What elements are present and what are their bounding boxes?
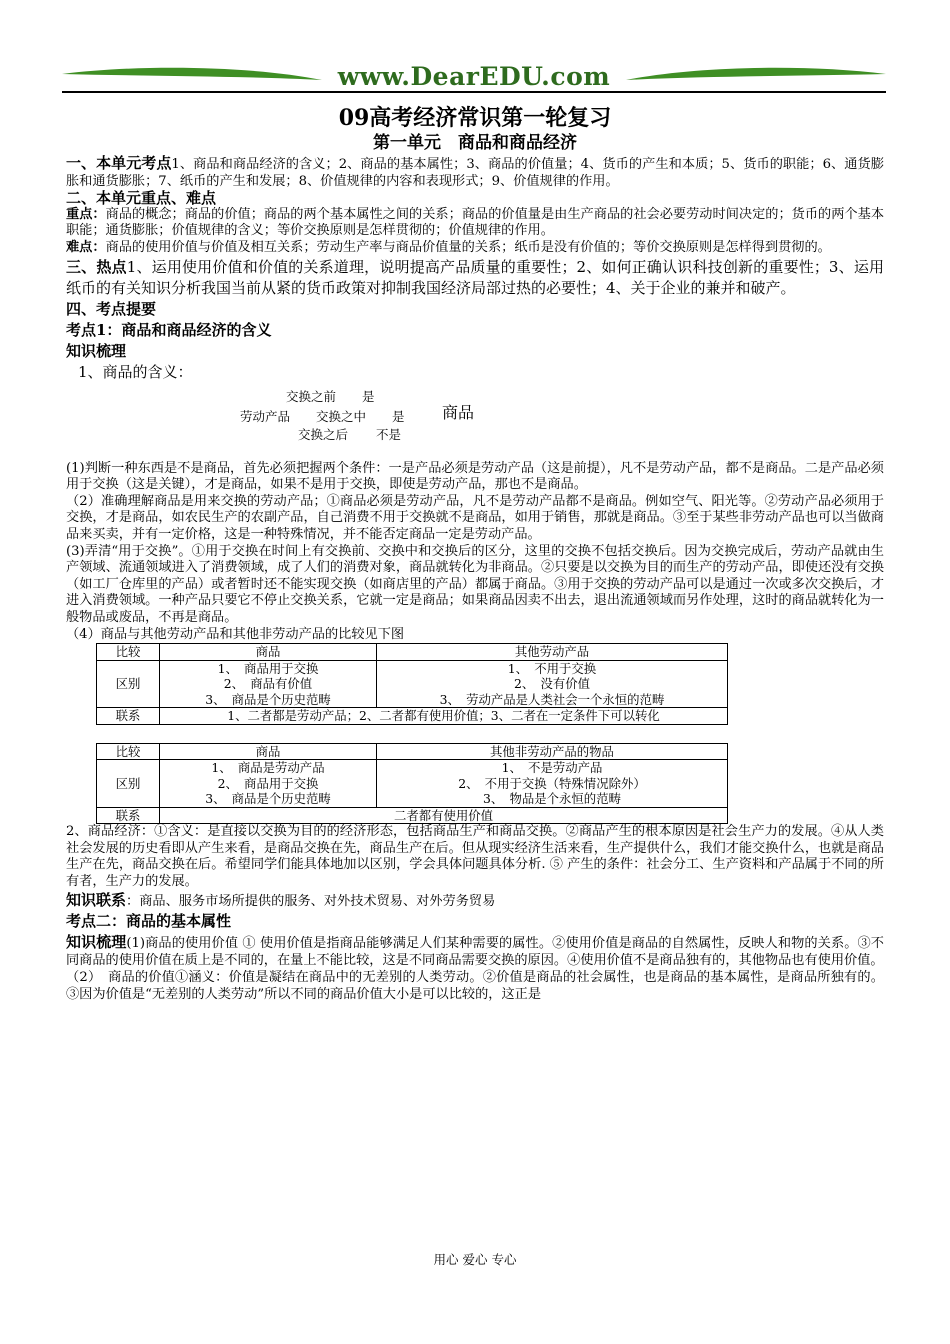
commodity-diagram xyxy=(66,383,884,441)
paragraph: （2）准确理解商品是用来交换的劳动产品；①商品必须是劳动产品，凡不是劳动产品都不是商品。例如空气、阳光等。②劳动产品必须用于交换，才是商品，如农民生产的农副产品，自己消费不用于交换就不是商品，如用于销售，那就是商品。③至于某些非劳动产品也可以当做商品来买卖，并有一定价格，这是一种特殊情况，并不能否定商品一定是劳动产品。 xyxy=(66,493,884,542)
doc-subtitle: 第一单元 商品和商品经济 xyxy=(373,133,577,153)
site-banner xyxy=(62,60,886,98)
knowledge-paragraph xyxy=(66,932,884,970)
page-footer: 用心 爱心 专心 xyxy=(433,1252,517,1267)
table-line: 2、 不用于交换（特殊情况除外） xyxy=(458,775,646,791)
diagram-result: 商品 xyxy=(442,402,475,422)
section-text: 1、商品和商品经济的含义；2、商品的基本属性；3、商品的价值量；4、货币的产生和本质；5、货币的职能；6、通货膨胀和通货膨胀；7、纸币的产生和发展；8、价值规律的内容和表现形式；9、价值规律的作用。 xyxy=(66,157,884,189)
table-line: 1、 商品是劳动产品 xyxy=(211,760,325,776)
section-hot-topics xyxy=(66,257,884,299)
doc-title: 09高考经济常识第一轮复习 xyxy=(338,105,612,131)
table-cell xyxy=(377,660,728,708)
diagram-before: 交换之前 xyxy=(286,388,337,404)
table-cell: 二者都有使用价值 xyxy=(160,807,728,824)
site-logo-text: www.DearEDU.com xyxy=(337,62,611,91)
paragraph: (3)弄清“用于交换”。①用于交换在时间上有交换前、交换中和交换后的区分，这里的交换不包括交换后。因为交换完成后，劳动产品就由生产领域、流通领域进入了消费领域，成了人们的消费对象，商品就转化为非商品。②只要是以交换为目的而生产的劳动产品，即使还没有交换（如工厂仓库里的产品）或者暂时还不能实现交换（如商店里的产品）都属于商品。③用于交换的劳动产品可以是通过一次或多次交换后，才进入消费领域。一种产品只要它不停止交换关系，它就一定是商品；如果商品因卖不出去，退出流通领域而另作处理，这时的商品就转化为一般物品或废品，不再是商品。 xyxy=(66,543,884,625)
table-line: 3、 商品是个历史范畴 xyxy=(205,691,331,707)
knowledge-link xyxy=(66,890,884,911)
table-line: 2、 没有价值 xyxy=(513,676,591,692)
diagram-before-value: 是 xyxy=(362,388,375,404)
section-heading: 二、本单元重点、难点 xyxy=(66,189,217,208)
item-heading: 1、商品的含义： xyxy=(78,362,193,381)
table-row-label: 区别 xyxy=(97,660,160,708)
table-cell xyxy=(160,760,377,808)
table-line: 3、 物品是个永恒的范畴 xyxy=(483,791,621,807)
table-header: 商品 xyxy=(160,644,377,661)
table-header: 其他非劳动产品的物品 xyxy=(377,743,728,760)
table-cell xyxy=(377,760,728,808)
banner-divider xyxy=(62,91,886,93)
table-line: 1、 不用于交换 xyxy=(507,660,597,676)
paragraph: (1)判断一种东西是不是商品，首先必须把握两个条件：一是产品必须是劳动产品（这是前提），凡不是劳动产品，都不是商品。二是产品必须用于交换（这是关键），才是商品，如果不是用于交换，即使是劳动产品，那也不是商品。 xyxy=(66,460,884,493)
knowledge-link-label: 知识联系 xyxy=(66,891,127,910)
exam-point-heading: 考点1：商品和商品经济的含义 xyxy=(66,320,272,339)
exam-point-heading: 考点二：商品的基本属性 xyxy=(66,912,232,931)
table-line: 2、 商品有价值 xyxy=(223,676,313,692)
diagram-product: 劳动产品 xyxy=(240,408,291,424)
paragraph: 2、商品经济：①含义：是直接以交换为目的的经济形态，包括商品生产和商品交换。②商品产生的根本原因是社会生产力的发展。④从人类社会发展的历史看即从产生来看，是商品交换在先，商品生产在后。但从现实经济生活来看，生产提供什么，我们才能交换什么，也就是商品生产在先，商品交换在后。希望同学们能具体地加以区别，学会具体问题具体分析. ⑤ 产生的条件：社会分工、生产资料和产品属于不同的所有者，生产力的发展。 xyxy=(66,824,884,889)
paragraph: （4）商品与其他劳动产品和其他非劳动产品的比较见下图 xyxy=(66,626,405,642)
hard-label: 难点： xyxy=(66,239,106,255)
table-line: 3、 劳动产品是人类社会一个永恒的范畴 xyxy=(439,691,665,707)
table-line: 3、 商品是个历史范畴 xyxy=(205,791,331,807)
paragraph-text: (1)商品的使用价值 ① 使用价值是指商品能够满足人们某种需要的属性。②使用价值是商品的自然属性，反映人和物的关系。③不同商品的使用价值在质上是不同的，在量上不能比较，这是不同商品需要交换的原因。④使用价值不是商品独有的，其他物品也有使用价值。 xyxy=(66,936,884,969)
table-line: 2、 商品用于交换 xyxy=(217,775,319,791)
table-cell: 1、二者都是劳动产品；2、二者都有使用价值；3、二者在一定条件下可以转化 xyxy=(160,708,728,725)
table-row-label: 区别 xyxy=(97,760,160,808)
section-text: 1、运用使用价值和价值的关系道理，说明提高产品质量的重要性；2、如何正确认识科技创新的重要性；3、运用纸币的有关知识分析我国当前从紧的货币政策对抑制我国经济局部过热的必要性；4、关于企业的兼并和破产。 xyxy=(66,257,884,297)
section-exam-points xyxy=(66,155,884,190)
comparison-table-labor xyxy=(96,643,728,725)
section-heading: 四、考点提要 xyxy=(66,299,157,318)
knowledge-heading: 知识梳理 xyxy=(66,341,127,360)
diagram-during: 交换之中 xyxy=(316,408,367,424)
hard-points xyxy=(66,240,884,257)
section-heading: 一、本单元考点 xyxy=(66,154,172,172)
table-header: 比较 xyxy=(97,644,160,661)
table-header: 其他劳动产品 xyxy=(377,644,728,661)
table-row-label: 联系 xyxy=(97,807,160,824)
diagram-after: 交换之后 xyxy=(298,426,349,442)
section-heading: 三、热点 xyxy=(66,257,127,276)
key-points xyxy=(66,207,884,240)
key-text: 商品的概念；商品的价值；商品的两个基本属性之间的关系；商品的价值量是由生产商品的社会必要劳动时间决定的；货币的两个基本职能；通货膨胀；价值规律的含义；等价交换原则是怎样贯彻的；价值规律的作用。 xyxy=(66,206,885,239)
diagram-during-value: 是 xyxy=(392,408,405,424)
document-body xyxy=(66,104,884,1003)
comparison-table-nonlabor xyxy=(96,743,728,825)
table-header: 比较 xyxy=(97,743,160,760)
table-cell xyxy=(160,660,377,708)
key-label: 重点： xyxy=(66,206,106,222)
table-line: 1、 不是劳动产品 xyxy=(501,760,603,776)
paragraph: （2） 商品的价值①涵义：价值是凝结在商品中的无差别的人类劳动。②价值是商品的社会属性，也是商品的基本属性，是商品所独有的。③因为价值是“无差别的人类劳动”所以不同的商品价值大小是可以比较的，这正是 xyxy=(66,970,884,1002)
table-line: 1、 商品用于交换 xyxy=(217,660,319,676)
diagram-after-value: 不是 xyxy=(376,426,402,442)
hard-text: 商品的使用价值与价值及相互关系；劳动生产率与商品价值量的关系；纸币是没有价值的；等价交换原则是怎样得到贯彻的。 xyxy=(105,239,831,255)
knowledge-heading: 知识梳理 xyxy=(66,933,127,952)
table-header: 商品 xyxy=(160,743,377,760)
knowledge-link-text: ：商品、服务市场所提供的服务、对外技术贸易、对外劳务贸易 xyxy=(126,894,496,910)
table-row-label: 联系 xyxy=(97,708,160,725)
